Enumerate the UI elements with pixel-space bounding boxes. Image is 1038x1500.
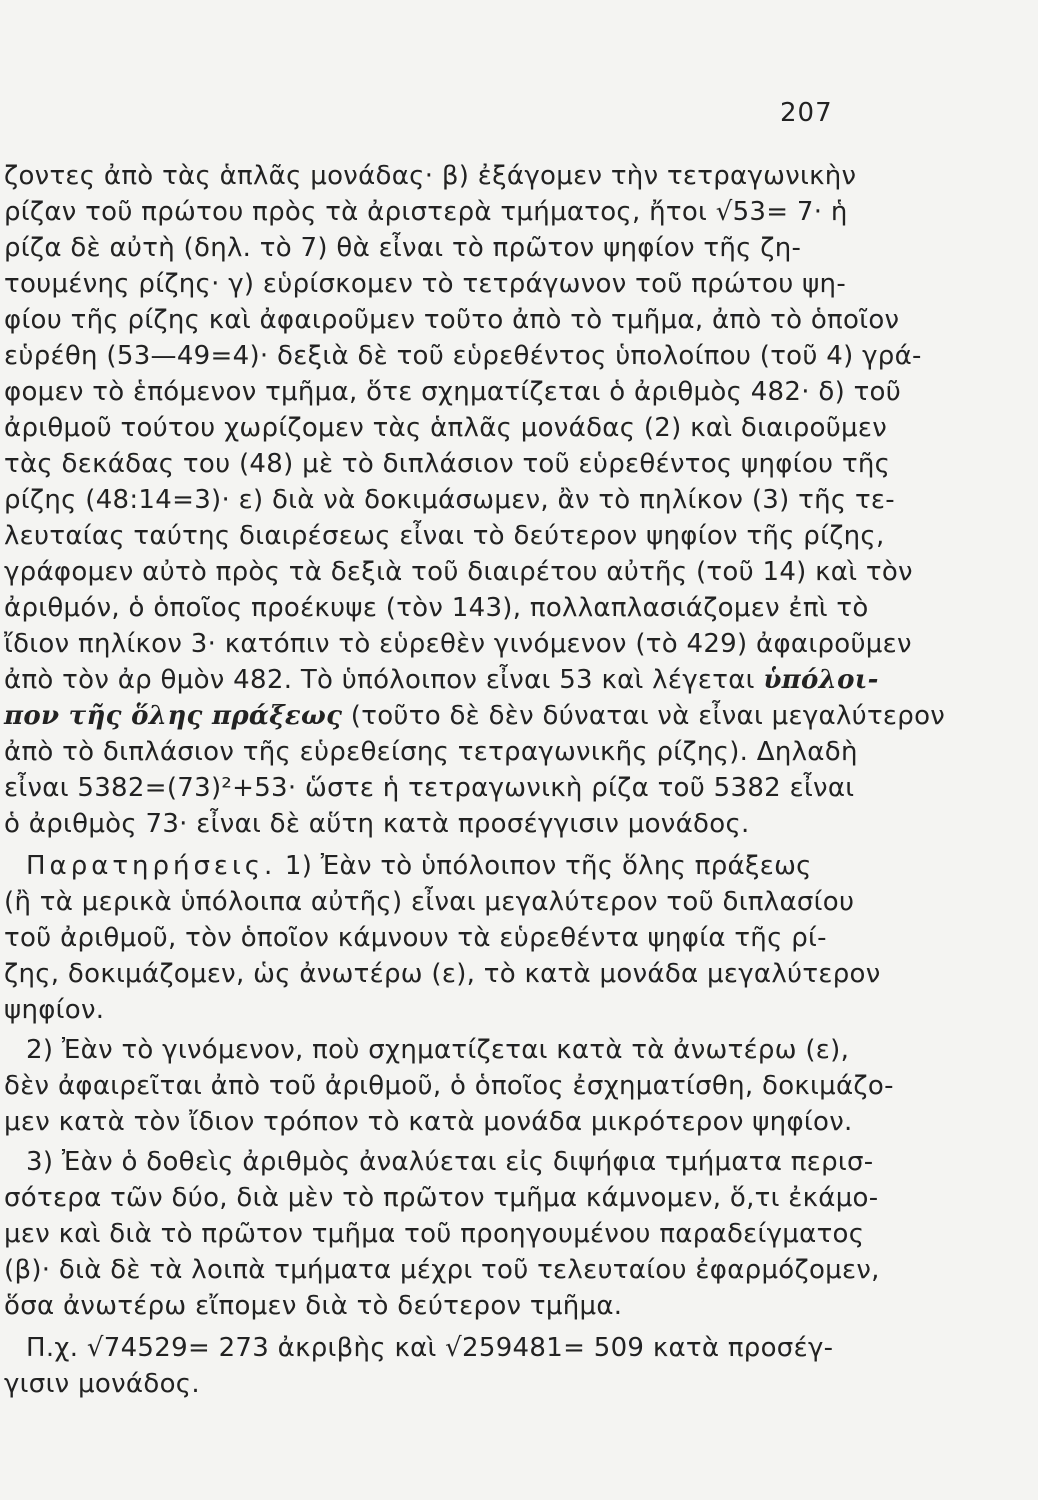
text-line: γράφομεν αὐτὸ πρὸς τὰ δεξιὰ τοῦ διαιρέτου αὐτῆς (τοῦ 14) καὶ τὸν [4, 557, 913, 587]
text-line: γισιν μονάδος. [4, 1369, 200, 1399]
text-line: λευταίας ταύτης διαιρέσεως εἶναι τὸ δεύτερον ψηφίον τῆς ρίζης, [4, 521, 885, 551]
text-line: τουμένης ρίζης· γ) εὑρίσκομεν τὸ τετράγωνον τοῦ πρώτου ψη- [4, 269, 847, 299]
text-segment: 1) Ἐὰν τὸ ὑπόλοιπον τῆς ὅλης πράξεως [276, 851, 812, 881]
text-line: Π.χ. √74529= 273 ἀκριβὴς καὶ √259481= 509 κατὰ προσέγ- [26, 1333, 834, 1363]
text-line: ἀριθμοῦ τούτου χωρίζομεν τὰς ἁπλᾶς μονάδας (2) καὶ διαιροῦμεν [4, 413, 888, 443]
text-line: ζης, δοκιμάζομεν, ὡς ἀνωτέρω (ε), τὸ κατὰ μονάδα μεγαλύτερον [4, 959, 881, 989]
text-line: σότερα τῶν δύο, διὰ μὲν τὸ πρῶτον τμῆμα κάμνομεν, ὅ,τι ἐκάμο- [4, 1183, 879, 1213]
text-segment: ἀπὸ τὸν ἀρ θμὸν 482. Τὸ ὑπόλοιπον εἶναι 53 καὶ λέγεται [4, 665, 764, 695]
text-line: μεν καὶ διὰ τὸ πρῶτον τμῆμα τοῦ προηγουμένου παραδείγματος [4, 1219, 865, 1249]
text-line: (ἢ τὰ μερικὰ ὑπόλοιπα αὐτῆς) εἶναι μεγαλύτερον τοῦ διπλασίου [4, 887, 855, 917]
text-line: ρίζα δὲ αὐτὴ (δηλ. τὸ 7) θὰ εἶναι τὸ πρῶτον ψηφίον τῆς ζη- [4, 233, 802, 263]
text-line: μεν κατὰ τὸν ἴδιον τρόπον τὸ κατὰ μονάδα μικρότερον ψηφίον. [4, 1107, 853, 1137]
text-line: 2) Ἐὰν τὸ γινόμενον, ποὺ σχηματίζεται κατὰ τὰ ἀνωτέρω (ε), [26, 1035, 850, 1065]
text-line: εὑρέθη (53—49=4)· δεξιὰ δὲ τοῦ εὑρεθέντος ὑπολοίπου (τοῦ 4) γρά- [4, 341, 922, 371]
text-line: ρίζης (48:14=3)· ε) διὰ νὰ δοκιμάσωμεν, ἂν τὸ πηλίκον (3) τῆς τε- [4, 485, 895, 515]
emphasis-term: ὑπόλοι- [763, 665, 879, 695]
text-line: ρίζαν τοῦ πρώτου πρὸς τὰ ἀριστερὰ τμήματος, ἤτοι √53= 7· ἡ [4, 197, 848, 227]
text-line [4, 698, 945, 734]
text-line: ὅσα ἀνωτέρω εἴπομεν διὰ τὸ δεύτερον τμῆμα. [4, 1291, 623, 1321]
text-line: 3) Ἐὰν ὁ δοθεὶς ἀριθμὸς ἀναλύεται εἰς διψήφια τμήματα περισ- [26, 1147, 874, 1177]
text-line: φίου τῆς ρίζης καὶ ἀφαιροῦμεν τοῦτο ἀπὸ τὸ τμῆμα, ἀπὸ τὸ ὁποῖον [4, 305, 900, 335]
text-line: ἴδιον πηλίκον 3· κατόπιν τὸ εὑρεθὲν γινόμενον (τὸ 429) ἀφαιροῦμεν [4, 629, 912, 659]
text-line: ζοντες ἀπὸ τὰς ἁπλᾶς μονάδας· β) ἐξάγομεν τὴν τετραγωνικὴν [4, 161, 857, 191]
text-line: ἀριθμόν, ὁ ὁποῖος προέκυψε (τὸν 143), πολλαπλασιάζομεν ἐπὶ τὸ [4, 593, 869, 623]
text-line: (β)· διὰ δὲ τὰ λοιπὰ τμήματα μέχρι τοῦ τελευταίου ἐφαρμόζομεν, [4, 1255, 880, 1285]
text-line: τοῦ ἀριθμοῦ, τὸν ὁποῖον κάμνουν τὰ εὑρεθέντα ψηφία τῆς ρί- [4, 923, 827, 953]
text-line: φομεν τὸ ἑπόμενον τμῆμα, ὅτε σχηματίζεται ὁ ἀριθμὸς 482· δ) τοῦ [4, 377, 902, 407]
text-line: ψηφίον. [4, 995, 105, 1025]
emphasis-term: πον τῆς ὅλης πράξεως [4, 701, 343, 731]
page-number: 207 [780, 98, 833, 128]
text-line: εἶναι 5382=(73)²+53· ὥστε ἡ τετραγωνικὴ ρίζα τοῦ 5382 εἶναι [4, 773, 855, 803]
text-line: ἀπὸ τὸ διπλάσιον τῆς εὑρεθείσης τετραγωνικῆς ρίζης). Δηλαδὴ [4, 737, 858, 767]
text-segment: (τοῦτο δὲ δὲν δύναται νὰ εἶναι μεγαλύτερον [342, 701, 946, 731]
text-line [26, 848, 812, 884]
text-line [4, 662, 879, 698]
section-heading: Παρατηρήσεις. [26, 851, 277, 881]
text-line: δὲν ἀφαιρεῖται ἀπὸ τοῦ ἀριθμοῦ, ὁ ὁποῖος ἐσχηματίσθη, δοκιμάζο- [4, 1071, 894, 1101]
text-line: ὁ ἀριθμὸς 73· εἶναι δὲ αὕτη κατὰ προσέγγισιν μονάδος. [4, 809, 750, 839]
text-line: τὰς δεκάδας του (48) μὲ τὸ διπλάσιον τοῦ εὑρεθέντος ψηφίου τῆς [4, 449, 891, 479]
